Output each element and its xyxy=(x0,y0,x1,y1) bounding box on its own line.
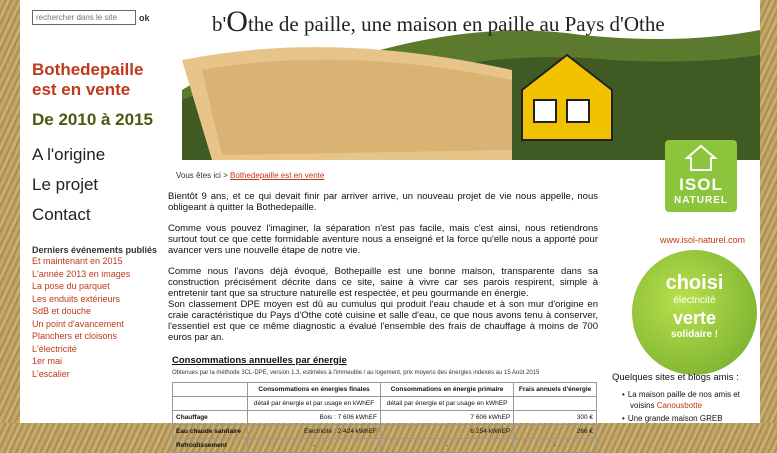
event-link[interactable]: 1er mai xyxy=(32,356,63,366)
sidebar-subtitle: De 2010 à 2015 xyxy=(32,110,153,129)
search-form xyxy=(32,10,150,25)
canousbotte-link[interactable]: Canousbotte xyxy=(656,401,703,410)
table-subheader-row xyxy=(173,397,597,411)
event-link[interactable]: SdB et douche xyxy=(32,306,92,316)
table-header xyxy=(173,383,248,397)
table-cell: Eau chaude sanitaire xyxy=(173,425,248,439)
title-o: O xyxy=(226,5,248,38)
friend-sites-title: Quelques sites et blogs amis : xyxy=(612,372,739,383)
paragraph-3-text: Comme nous l'avons déjà évoqué, Bothepaille est une bonne maison, transparente dans sa construction précisément décrite dans ce site, saine à vivre car ses parois respirent, simple à entretenir tant que sa structure naturelle est respectée, et peu gourmande en énergie. xyxy=(168,266,598,299)
table-cell: - xyxy=(248,439,381,453)
event-link[interactable]: L'escalier xyxy=(32,368,70,379)
title-b: b' xyxy=(212,12,227,36)
breadcrumb xyxy=(176,170,598,181)
left-sidebar xyxy=(32,60,177,380)
table-cell: 300 € xyxy=(514,411,597,425)
header-banner xyxy=(182,0,760,160)
title-rest: the de paille xyxy=(247,12,351,36)
list-item xyxy=(627,389,755,411)
table-cell: Chauffage xyxy=(173,411,248,425)
isol-naturel-link[interactable]: www.isol-naturel.com xyxy=(660,235,746,245)
electricite-verte-badge[interactable] xyxy=(632,250,757,375)
table-header: Consommations en énergies finales xyxy=(248,383,381,397)
paragraph-3 xyxy=(168,266,598,343)
table-cell: 266 € xyxy=(514,425,597,439)
isol-text-1: ISOL xyxy=(679,175,723,194)
sidebar-title-line1: Bothedepaille xyxy=(32,60,144,79)
isol-text-2: NATUREL xyxy=(673,195,729,206)
friend-sites-list xyxy=(627,389,755,426)
straw-shade-shape xyxy=(202,60,512,155)
main-content xyxy=(168,170,598,453)
event-link[interactable]: La pose du parquet xyxy=(32,281,110,291)
paragraph-4-text: Son classement DPE moyen est dû au cumulus qui produit l'eau chaude et à son mur d'origine en craie caractéristique du Pays d'Othe coté cuisine et salle d'eau, ce que nous avons tenu à conserver, l'essentiel est que ce même diagnostic a évalué l'ensemble des frais de chauffage à moins de 700 euros par an. xyxy=(168,299,598,343)
events-title: Derniers événements publiés xyxy=(32,245,158,255)
table-header: Frais annuels d'énergie xyxy=(514,383,597,397)
event-link[interactable]: Planchers et cloisons xyxy=(32,331,118,341)
badge-text-2: électricité xyxy=(673,295,716,306)
table-cell: - xyxy=(514,439,597,453)
list-item xyxy=(627,413,755,424)
nav-projet[interactable]: Le projet xyxy=(32,175,99,194)
site-title xyxy=(212,5,665,39)
site-text: Une grande maison GREB xyxy=(627,414,723,423)
table-subheader: détail par énergie et par usage en kWhEP xyxy=(380,397,513,411)
table-cell: Refroidissement xyxy=(173,439,248,453)
main-nav xyxy=(32,145,177,225)
consumption-table xyxy=(172,382,597,453)
house-icon xyxy=(685,144,717,172)
table-subheader: détail par énergie et par usage en kWhEF xyxy=(248,397,381,411)
breadcrumb-prefix: Vous êtes ici > xyxy=(176,171,231,180)
page xyxy=(20,0,760,449)
table-header-row xyxy=(173,383,597,397)
isol-naturel-logo[interactable] xyxy=(665,140,737,212)
table-row xyxy=(173,425,597,439)
consumption-note: Obtenues par la méthode 3CL-DPE, version 1.3, estimées à l'immeuble / au logement, prix moyens des énergies indexés au 15 Août 2015 xyxy=(172,370,540,376)
table-cell: Electricité : 2 424 kWhEF xyxy=(248,425,381,439)
table-cell: - xyxy=(380,439,513,453)
badge-text-3: verte xyxy=(672,308,717,328)
event-link[interactable]: Un point d'avancement xyxy=(32,318,124,329)
house-window-left xyxy=(534,100,556,122)
table-subheader xyxy=(514,397,597,411)
table-cell: Bois : 7 606 kWhEF xyxy=(248,411,381,425)
event-link[interactable]: Les enduits extérieurs xyxy=(32,293,121,304)
table-header: Consommations en énergie primaire xyxy=(380,383,513,397)
paragraph-1: Bientôt 9 ans, et ce qui devait finir par arriver arrive, un nouveau projet de vie nous appelle, nous obligeant à quitter la Bothedepaille. xyxy=(168,191,598,213)
badge-text-4: solidaire ! xyxy=(670,329,719,340)
breadcrumb-current-link[interactable]: Bothedepaille est en vente xyxy=(230,171,325,180)
table-cell: 6 254 kWhEP xyxy=(380,425,513,439)
table-row xyxy=(173,439,597,453)
site-text: La maison paille de nos amis et voisins xyxy=(627,390,740,410)
table-subheader xyxy=(173,397,248,411)
consumption-title: Consommations annuelles par énergie xyxy=(172,355,347,366)
badge-text-1: choisi xyxy=(665,272,724,294)
search-input[interactable] xyxy=(32,10,136,25)
event-link[interactable]: Et maintenant en 2015 xyxy=(32,256,123,266)
search-ok-button[interactable]: ok xyxy=(139,12,150,23)
event-link[interactable]: L'électricité xyxy=(32,343,77,354)
title-tail: , une maison en paille au Pays d'Othe xyxy=(350,12,665,36)
nav-contact[interactable]: Contact xyxy=(32,205,91,224)
nav-origine[interactable]: A l'origine xyxy=(32,145,106,164)
table-row xyxy=(173,411,597,425)
paragraph-2: Comme vous pouvez l'imaginer, la séparation n'est pas facile, mais c'est ainsi, nous retiendrons surtout tout ce que cette formidable aventure nous a enseigné et la force qu'elle nous a apporté pour avancer vers une nouvelle étape de notre vie. xyxy=(168,223,598,256)
table-cell: 7 606 kWhEP xyxy=(380,411,513,425)
sidebar-title-line2: est en vente xyxy=(32,80,131,99)
house-window-right xyxy=(567,100,589,122)
event-link[interactable]: L'année 2013 en images xyxy=(32,268,131,279)
